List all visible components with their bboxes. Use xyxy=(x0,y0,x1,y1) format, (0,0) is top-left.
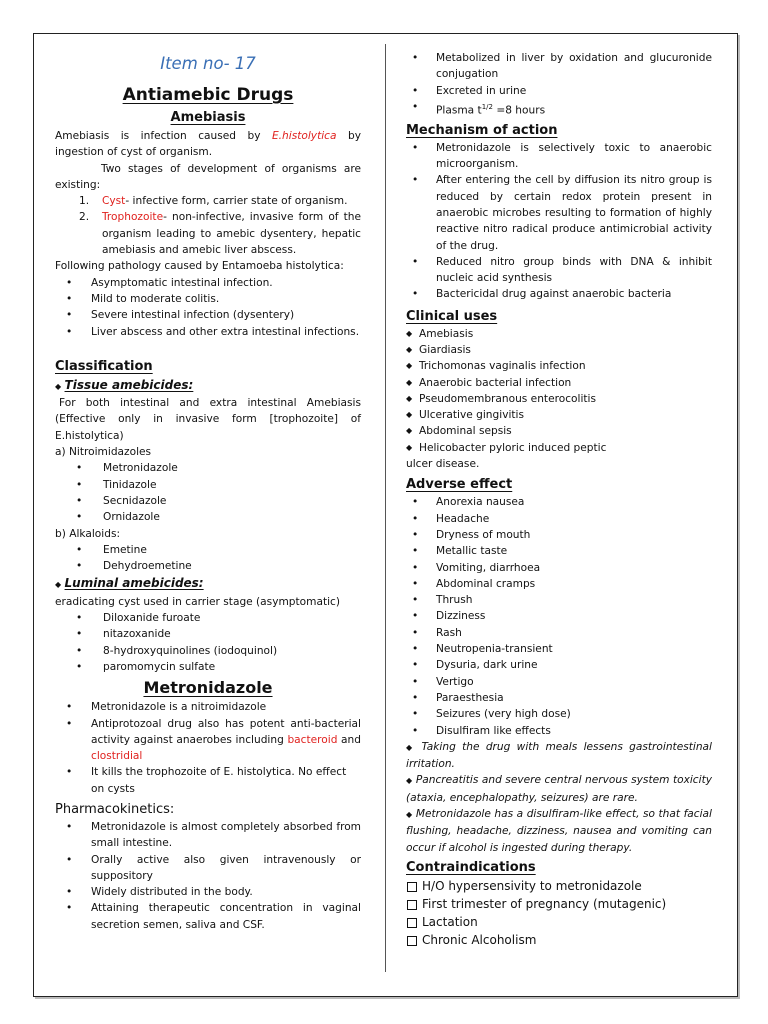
classification-heading: Classification xyxy=(55,358,153,374)
list-item: • Attaining therapeutic concentration in vaginal secretion semen, saliva and CSF. xyxy=(55,900,361,933)
diamond-icon: ◆ xyxy=(406,810,413,819)
list-item: ◆ Abdominal sepsis xyxy=(406,423,712,439)
list-item: • Widely distributed in the body. xyxy=(55,884,361,900)
list-item: • nitazoxanide xyxy=(55,626,361,642)
list-item: • Dehydroemetine xyxy=(55,558,361,574)
list-item: • Orally active also given intravenously or suppository xyxy=(55,852,361,885)
list-item: • Plasma $t^{1/2} =8$ hours xyxy=(406,99,712,119)
diamond-icon: ◆ xyxy=(406,776,413,786)
list-item: • Headache xyxy=(406,511,712,527)
list-item: • 8-hydroxyquinolines (iodoquinol) xyxy=(55,643,361,659)
pharmacokinetics-list-continued xyxy=(406,50,712,119)
list-item: • Diloxanide furoate xyxy=(55,610,361,626)
clinical-uses-list xyxy=(406,326,712,456)
list-item: • Disulfiram like effects xyxy=(406,723,712,739)
list-item: • Metronidazole is selectively toxic to anaerobic microorganism. xyxy=(406,140,712,173)
list-item: • Dryness of mouth xyxy=(406,527,712,543)
list-item: • Mild to moderate colitis. xyxy=(55,291,361,307)
list-item: Lactation xyxy=(406,913,712,931)
right-column xyxy=(406,50,712,949)
pathology-list xyxy=(55,275,361,340)
list-item: • It kills the trophozoite of E. histolytica. No effect on cysts xyxy=(55,764,361,797)
list-item: • Asymptomatic intestinal infection. xyxy=(55,275,361,291)
list-item: Chronic Alcoholism xyxy=(406,931,712,949)
mechanism-list xyxy=(406,140,712,303)
luminal-description: eradicating cyst used in carrier stage (asymptomatic) xyxy=(55,595,341,608)
contraindications-heading: Contraindications xyxy=(406,859,536,875)
diamond-icon: ◆ xyxy=(406,742,416,752)
list-item: • Emetine xyxy=(55,542,361,558)
list-item: • Metabolized in liver by oxidation and glucuronide conjugation xyxy=(406,50,712,83)
list-item: • Metronidazole is almost completely absorbed from small intestine. xyxy=(55,819,361,852)
clinical-uses-continuation: ulcer disease. xyxy=(406,458,480,471)
nitroimidazoles-list xyxy=(55,460,361,525)
left-column xyxy=(55,52,361,933)
amebiasis-heading: Amebiasis xyxy=(170,110,246,125)
list-item: • Neutropenia-transient xyxy=(406,641,712,657)
list-item: • Rash xyxy=(406,625,712,641)
list-item: ◆ Giardiasis xyxy=(406,342,712,358)
metronidazole-list xyxy=(55,699,361,797)
pharmacokinetics-list xyxy=(55,819,361,933)
page-title: Antiamebic Drugs xyxy=(122,85,294,105)
column-divider xyxy=(385,44,386,972)
list-item: ◆ Anaerobic bacterial infection xyxy=(406,375,712,391)
pathology-intro: Following pathology caused by Entamoeba histolytica: xyxy=(55,260,344,273)
list-item: • Paraesthesia xyxy=(406,690,712,706)
stages-list xyxy=(55,193,361,258)
list-item: • Vomiting, diarrhoea xyxy=(406,560,712,576)
list-item: • Tinidazole xyxy=(55,477,361,493)
list-item: • Ornidazole xyxy=(55,509,361,525)
luminal-list xyxy=(55,610,361,675)
item-number: Item no- 17 xyxy=(160,54,256,73)
list-item: • Abdominal cramps xyxy=(406,576,712,592)
luminal-amebicides-heading: ◆ Luminal amebicides: xyxy=(55,576,204,591)
list-item: ◆ Ulcerative gingivitis xyxy=(406,407,712,423)
alkaloids-list xyxy=(55,542,361,575)
list-item: • Dizziness xyxy=(406,608,712,624)
list-item: • After entering the cell by diffusion its nitro group is reduced by certain redox protein present in anaerobic microbes resulting to formation of highly reactive nitro radical produce antimicrobial activity of the drug. xyxy=(406,172,712,253)
list-item: • Seizures (very high dose) xyxy=(406,706,712,722)
list-item: 2. Trophozoite- non-infective, invasive form of the organism leading to amebic dysentery, hepatic amebiasis and amebic liver abscess. xyxy=(79,211,361,257)
list-item: • Bactericidal drug against anaerobic bacteria xyxy=(406,286,712,302)
list-item: • Metronidazole xyxy=(55,460,361,476)
list-item: • Antiprotozoal drug also has potent anti-bacterial activity against anaerobes including bacteroid and clostridial xyxy=(55,716,361,765)
adverse-note: ◆ Pancreatitis and severe central nervous system toxicity (ataxia, encephalopathy, seizures) are rare. xyxy=(406,774,712,804)
metronidazole-heading: Metronidazole xyxy=(143,678,273,698)
list-item: H/O hypersensivity to metronidazole xyxy=(406,877,712,895)
list-item: • Excreted in urine xyxy=(406,83,712,99)
list-item: • Severe intestinal infection (dysentery) xyxy=(55,307,361,323)
organism-name: E.histolytica xyxy=(271,130,337,142)
pharmacokinetics-heading: Pharmacokinetics: xyxy=(55,801,175,817)
stages-intro: Two stages of development of organisms are existing: xyxy=(55,162,361,191)
adverse-effect-list xyxy=(406,494,712,738)
list-item: • Anorexia nausea xyxy=(406,494,712,510)
list-item: • Metronidazole is a nitroimidazole xyxy=(55,699,361,715)
list-item: • paromomycin sulfate xyxy=(55,659,361,675)
nitroimidazoles-label: a) Nitroimidazoles xyxy=(55,446,152,459)
alkaloids-label: b) Alkaloids: xyxy=(55,527,121,540)
list-item: • Liver abscess and other extra intestinal infections. xyxy=(55,324,361,340)
list-item: First trimester of pregnancy (mutagenic) xyxy=(406,895,712,913)
mechanism-heading: Mechanism of action xyxy=(406,122,558,138)
amebiasis-intro: Amebiasis is infection caused by E.histolytica by ingestion of cyst of organism. xyxy=(55,130,361,159)
list-item: ◆ Helicobacter pyloric induced peptic xyxy=(406,440,712,456)
list-item: ◆ Trichomonas vaginalis infection xyxy=(406,358,712,374)
tissue-description: For both intestinal and extra intestinal Amebiasis (Effective only in invasive form [trophozoite] of E.histolytica) xyxy=(55,397,361,442)
list-item: • Thrush xyxy=(406,592,712,608)
adverse-note: ◆ Metronidazole has a disulfiram-like effect, so that facial flushing, headache, dizziness, nausea and vomiting can occur if alcohol is ingested during therapy. xyxy=(406,808,712,854)
adverse-note: ◆ Taking the drug with meals lessens gastrointestinal irritation. xyxy=(406,740,712,771)
contraindications-list xyxy=(406,877,712,949)
list-item: ◆ Pseudomembranous enterocolitis xyxy=(406,391,712,407)
diamond-icon: ◆ xyxy=(55,580,62,590)
list-item: • Reduced nitro group binds with DNA & inhibit nucleic acid synthesis xyxy=(406,254,712,287)
list-item: • Metallic taste xyxy=(406,543,712,559)
list-item: • Dysuria, dark urine xyxy=(406,657,712,673)
list-item: ◆ Amebiasis xyxy=(406,326,712,342)
adverse-effect-heading: Adverse effect xyxy=(406,477,513,493)
diamond-icon: ◆ xyxy=(55,381,62,391)
tissue-amebicides-heading: ◆ Tissue amebicides: xyxy=(55,377,194,392)
list-item: • Vertigo xyxy=(406,674,712,690)
clinical-uses-heading: Clinical uses xyxy=(406,308,498,324)
list-item: • Secnidazole xyxy=(55,493,361,509)
list-item: 1. Cyst- infective form, carrier state of organism. xyxy=(79,195,348,208)
